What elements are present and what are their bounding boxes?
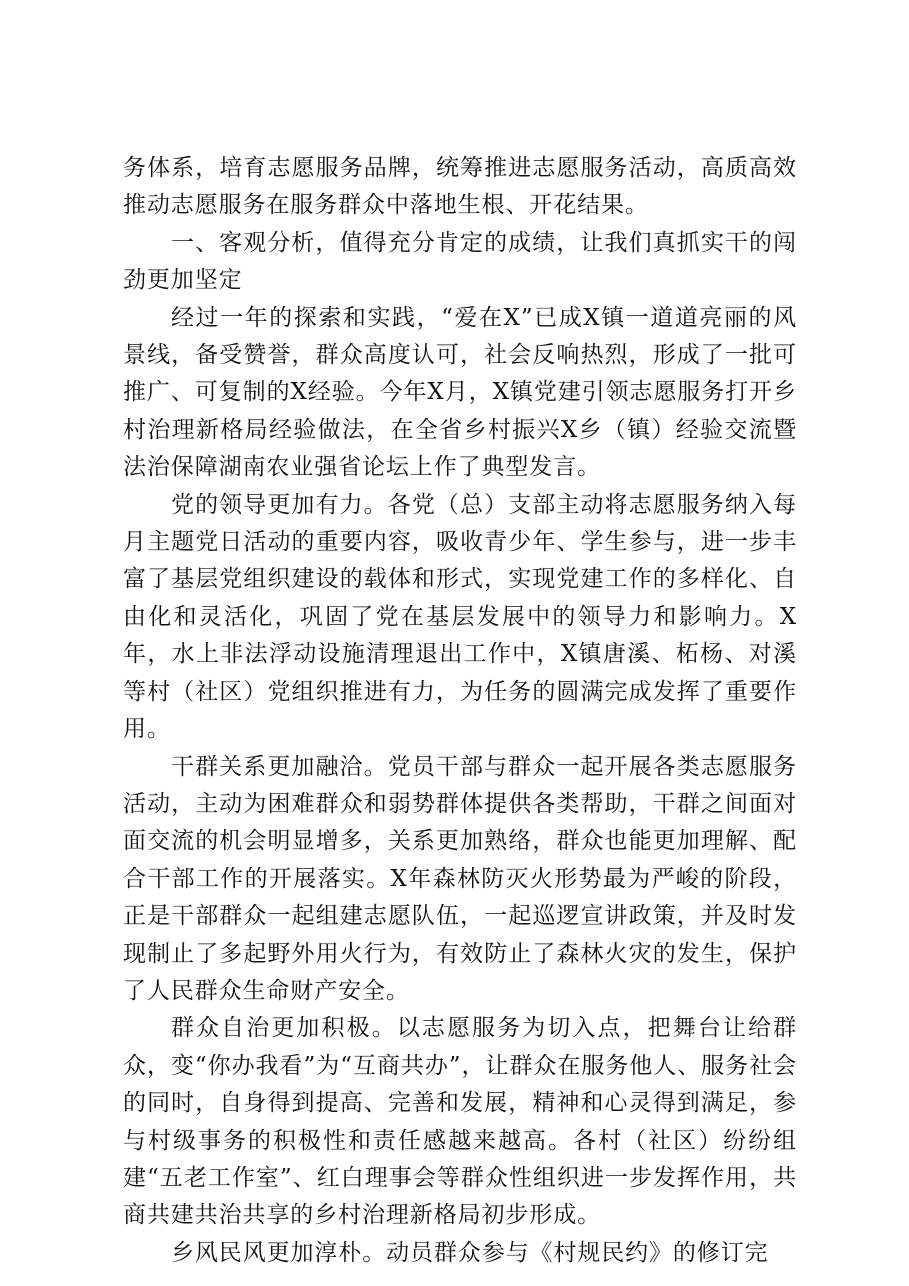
paragraph-party-leadership: 党的领导更加有力。各党（总）支部主动将志愿服务纳入每月主题党日活动的重要内容，吸收青少年、学生参与，进一步丰富了基层党组织建设的载体和形式，实现党建工作的多样化、自由化和灵活化，巩固了党在基层发展中的领导力和影响力。X年，水上非法浮动设施清理退出工作中，X镇唐溪、柘杨、对溪等村（社区）党组织推进有力，为任务的圆满完成发挥了重要作用。 [123,491,797,743]
paragraph-overview: 经过一年的探索和实践，“爱在X”已成X镇一道道亮丽的风景线，备受赞誉，群众高度认可，社会反响热烈，形成了一批可推广、可复制的X经验。今年X月，X镇党建引领志愿服务打开乡村治理新格局经验做法，在全省乡村振兴X乡（镇）经验交流暨法治保障湖南农业强省论坛上作了典型发言。 [123,304,797,481]
paragraph-continuation: 务体系，培育志愿服务品牌，统筹推进志愿服务活动，高质高效推动志愿服务在服务群众中落地生根、开花结果。 [123,155,797,219]
paragraph-cadre-relations: 干群关系更加融洽。党员干部与群众一起开展各类志愿服务活动，主动为困难群众和弱势群体提供各类帮助，干群之间面对面交流的机会明显增多，关系更加熟络，群众也能更加理解、配合干部工作的开展落实。X年森林防灭火形势最为严峻的阶段，正是干部群众一起组建志愿队伍，一起巡逻宣讲政策，并及时发现制止了多起野外用火行为，有效防止了森林火灾的发生，保护了人民群众生命财产安全。 [123,753,797,1004]
paragraph-mass-autonomy: 群众自治更加积极。以志愿服务为切入点，把舞台让给群众，变“你办我看”为“互商共办”，让群众在服务他人、服务社会的同时，自身得到提高、完善和发展，精神和心灵得到满足，参与村级事务的积极性和责任感越来越高。各村（社区）纷纷组建“五老工作室”、红白理事会等群众性组织进一步发挥作用，共商共建共治共享的乡村治理新格局初步形成。 [123,1015,797,1229]
section-heading: 一、客观分析，值得充分肯定的成绩，让我们真抓实干的闯劲更加坚定 [123,229,797,294]
paragraph-rural-customs: 乡风民风更加淳朴。动员群众参与《村规民约》的修订完 [171,1239,769,1266]
document-page [123,150,797,1272]
